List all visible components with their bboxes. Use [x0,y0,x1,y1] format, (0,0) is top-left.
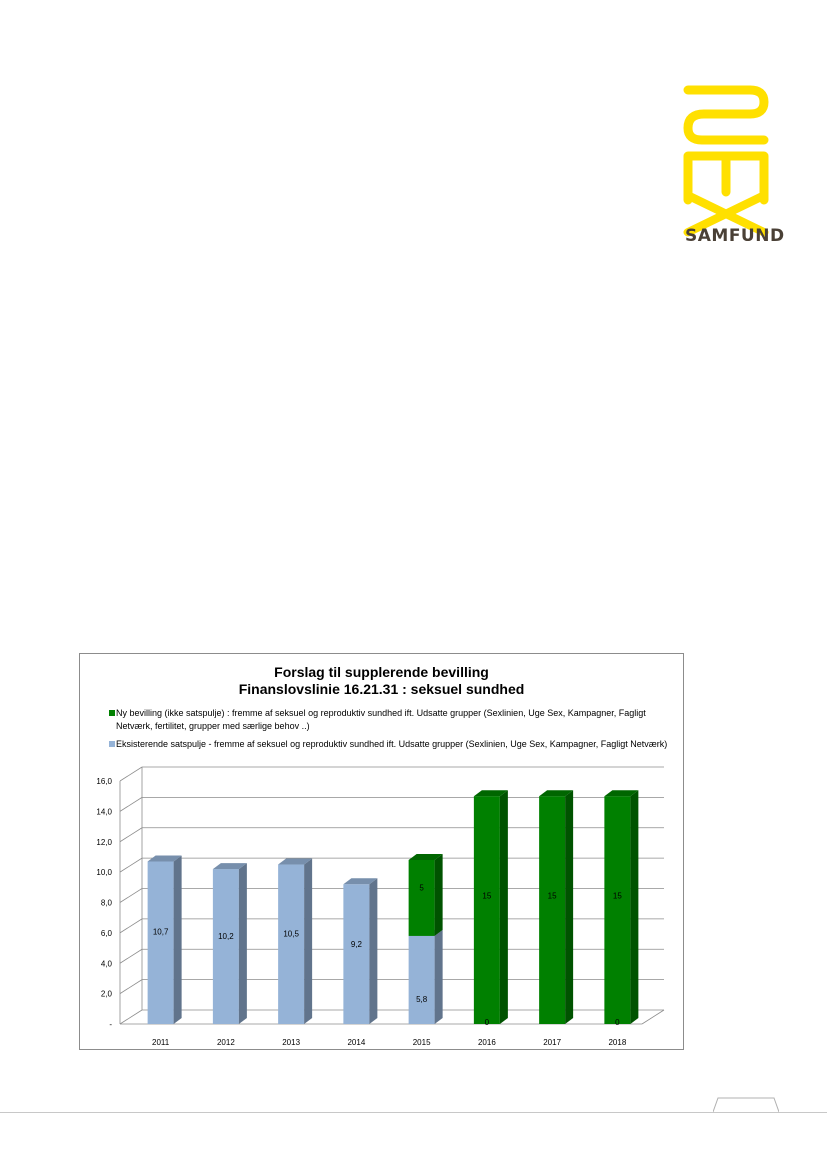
bar-ny-2016 [474,796,500,1024]
y-tick-label: - [109,1020,112,1029]
x-tick-label: 2012 [216,1038,235,1047]
gridline-depth [120,797,142,811]
bar-side-2011 [174,855,182,1024]
y-tick-label: 16,0 [96,777,112,786]
gridline-depth [120,1010,142,1024]
gridline-depth [120,828,142,842]
x-tick-label: 2013 [282,1038,301,1047]
bar-eksisterende-2014 [343,884,369,1024]
bar-side-2015 [435,930,443,1024]
bar-eksisterende-2012 [213,869,239,1024]
data-label: 10,2 [218,931,234,941]
sex-og-samfund-logo [680,80,785,250]
bar-side-2017 [565,790,573,1024]
bar-side-2012 [239,863,247,1024]
chart-title-line-2: Finanslovslinie 16.21.31 : seksuel sundhed [238,681,525,697]
gridline-depth [120,889,142,903]
bar-eksisterende-2013 [278,865,304,1024]
x-tick-label: 2017 [543,1038,562,1047]
gridline-depth [120,767,142,781]
y-tick-label: 4,0 [100,959,112,969]
page-number-tab [713,1097,779,1113]
gridline-depth [120,949,142,963]
data-label: 15 [612,891,622,901]
bar-side-2015 [435,854,443,936]
x-tick-label: 2016 [477,1038,496,1047]
x-tick-label: 2018 [608,1038,627,1047]
bar-eksisterende-2011 [148,861,174,1024]
bar-ny-2018 [604,796,630,1024]
data-label: 9,2 [350,940,362,950]
legend-label: Ny bevilling (ikke satspulje) : fremme af seksuel og reproduktiv sundhed ift. Udsatte grupper (Sexlinien, Uge Sex, Kampagner, Fagligt Netværk, fertilitet, grupper med særlige behov ..) [116,708,646,731]
bar-eksisterende-2015 [409,936,435,1024]
plot-area [80,654,685,1051]
bar-side-2013 [304,859,312,1024]
footer-rule [0,1112,827,1113]
data-label: 0 [615,1018,620,1027]
gridline-depth [120,919,142,933]
y-tick-label: 10,0 [96,868,112,878]
chart-title-line-1: Forslag til supplerende bevilling [274,664,489,680]
data-label: 5 [419,883,424,893]
x-tick-label: 2015 [412,1038,431,1047]
legend-label: Eksisterende satspulje - fremme af seksuel og reproduktiv sundhed ift. Udsatte grupper (Sexlinien, Uge Sex, Kampagner, Fagligt Netværk) [116,739,668,749]
data-label: 15 [482,891,492,901]
logo-wordmark: SAMFUND [685,226,785,246]
chart-container [79,653,684,1050]
data-label: 10,5 [283,929,299,939]
bar-side-2014 [369,878,377,1024]
y-tick-label: 2,0 [100,989,112,999]
floor-edge [642,1010,664,1024]
x-tick-label: 2014 [347,1038,366,1047]
data-label: 15 [547,891,557,901]
y-tick-label: 8,0 [100,898,112,908]
x-tick-label: 2011 [152,1038,170,1047]
gridline-depth [120,858,142,872]
y-tick-label: 6,0 [100,928,112,938]
data-label: 0 [484,1018,490,1027]
bar-side-2018 [630,790,638,1024]
bar-ny-2015 [409,860,435,936]
bar-ny-2017 [539,796,565,1024]
y-tick-label: 12,0 [96,837,112,847]
bar-side-2016 [500,790,508,1024]
data-label: 10,7 [152,927,169,937]
y-tick-label: 14,0 [96,807,112,817]
gridline-depth [120,980,142,994]
data-label: 5,8 [416,994,428,1004]
